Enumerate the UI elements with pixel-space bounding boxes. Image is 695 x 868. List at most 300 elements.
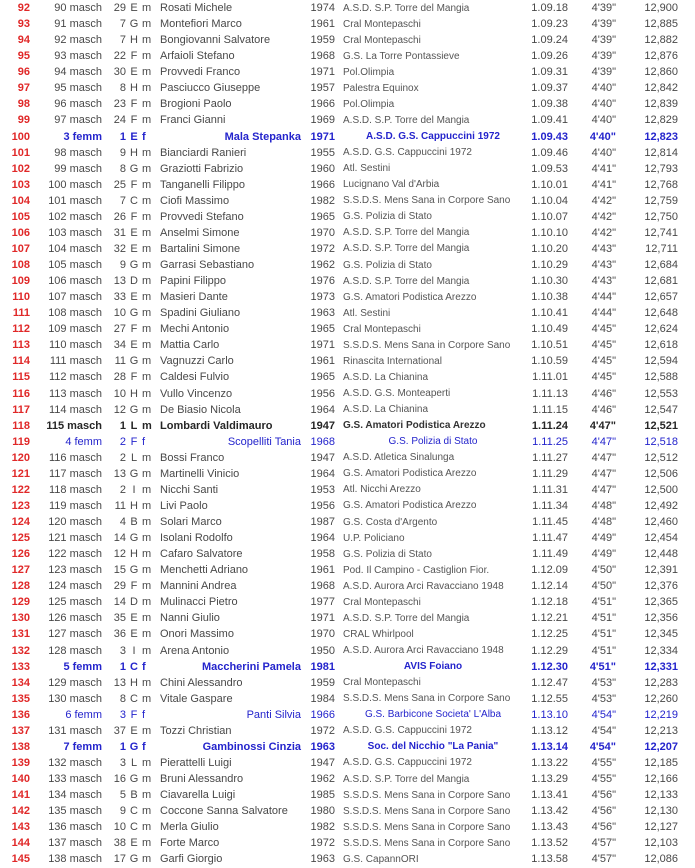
gender-position: 101 masch [48,194,102,207]
points: 12,376 [644,580,678,593]
pace: 4'51" [589,660,616,673]
team-name: Rinascita International [343,355,442,367]
category-letter: F [130,371,138,384]
category-letter: F [130,210,138,223]
overall-position: 95 [17,50,30,63]
pace: 4'45" [591,323,616,336]
runner-name: Mattia Carlo [160,339,220,352]
gender-position: 112 masch [49,371,102,384]
points: 12,356 [644,612,678,625]
runner-name: Tozzi Christian [160,724,232,737]
result-row [0,626,695,642]
category-letter: C [130,692,138,705]
category-cell [102,82,155,94]
result-row [0,32,695,48]
overall-position: 113 [12,339,30,352]
birth-year: 1961 [310,564,335,577]
team-name: A.S.D. S.P. Torre del Mangia [343,2,470,14]
pace: 4'40" [589,130,616,143]
pace: 4'47" [589,419,616,432]
team-name: S.S.D.S. Mens Sana in Corpore Sano [343,837,511,849]
pace: 4'45" [591,371,616,384]
category-cell [102,114,155,126]
category-letter: E [130,724,138,737]
category-cell [102,34,155,46]
category-rank: 26 [113,210,126,223]
finish-time: 1.09.43 [531,130,568,143]
category-cell [102,548,155,560]
gender-flag: m [142,34,152,47]
finish-time: 1.10.29 [531,259,568,272]
runner-name: Bartalini Simone [160,242,241,255]
birth-year: 1965 [310,371,335,384]
points: 12,518 [644,435,678,448]
category-rank: 1 [119,419,126,432]
pace: 4'49" [591,532,616,545]
overall-position: 98 [17,98,30,111]
category-letter: F [130,114,138,127]
category-letter: G [129,740,139,753]
category-rank: 7 [119,18,126,31]
category-letter: D [130,275,138,288]
runner-name: Tanganelli Filippo [160,178,245,191]
birth-year: 1960 [310,162,335,175]
finish-time: 1.12.21 [531,612,568,625]
result-row [0,289,695,305]
birth-year: 1982 [310,194,335,207]
points: 12,213 [644,724,678,737]
gender-flag: m [142,50,152,63]
overall-position: 96 [17,66,30,79]
points: 12,454 [644,532,678,545]
category-rank: 10 [113,307,126,320]
points: 12,512 [644,451,678,464]
points: 12,219 [644,708,678,721]
gender-position: 134 masch [48,789,102,802]
category-cell [102,516,155,528]
result-row [0,16,695,32]
gender-position: 100 masch [48,178,102,191]
overall-position: 126 [11,548,30,561]
pace: 4'56" [591,805,616,818]
birth-year: 1961 [310,18,335,31]
points: 12,882 [644,34,678,47]
gender-flag: m [142,467,152,480]
pace: 4'40" [591,98,616,111]
birth-year: 1966 [310,708,335,721]
runner-name: Maccherini Pamela [201,660,301,673]
gender-flag: m [142,805,152,818]
gender-flag: m [142,853,152,866]
pace: 4'54" [591,708,616,721]
result-row [0,675,695,691]
birth-year: 1963 [310,853,335,866]
finish-time: 1.11.27 [532,451,568,464]
result-row [0,610,695,626]
category-letter: H [130,387,138,400]
pace: 4'42" [591,226,616,239]
overall-position: 108 [11,259,30,272]
birth-year: 1963 [310,307,335,320]
birth-year: 1962 [310,259,335,272]
category-rank: 24 [113,114,126,127]
overall-position: 115 [12,371,30,384]
category-cell [102,227,155,239]
finish-time: 1.10.07 [531,210,568,223]
finish-time: 1.11.13 [532,387,568,400]
gender-position: 124 masch [48,580,102,593]
gender-flag: m [142,483,152,496]
category-cell [102,693,155,705]
pace: 4'55" [591,773,616,786]
team-name: G.S. Amatori Podistica Arezzo [343,291,477,303]
runner-name: Montefiori Marco [160,18,242,31]
gender-flag: m [142,564,152,577]
category-rank: 25 [113,178,126,191]
gender-position: 94 masch [54,66,102,79]
finish-time: 1.09.53 [531,162,568,175]
category-letter: G [129,18,139,31]
category-rank: 10 [113,387,126,400]
finish-time: 1.11.49 [532,548,568,561]
overall-position: 133 [11,660,30,673]
birth-year: 1980 [310,805,335,818]
gender-position: 132 masch [48,756,102,769]
pace: 4'41" [591,162,616,175]
team-name: Cral Montepaschi [343,34,421,46]
team-name: A.S.D. Atletica Sinalunga [343,452,455,464]
category-letter: G [129,853,139,866]
pace: 4'43" [591,259,616,272]
gender-position: 107 masch [48,291,102,304]
team-name: G.S. CapannORI [343,853,419,865]
points: 12,876 [644,50,678,63]
category-cell [102,371,155,383]
points: 12,900 [644,2,678,15]
pace: 4'45" [591,339,616,352]
overall-position: 128 [11,580,30,593]
finish-time: 1.13.41 [531,789,568,802]
result-row [0,369,695,385]
gender-flag: m [142,789,152,802]
result-row [0,530,695,546]
points: 12,500 [644,483,678,496]
gender-position: 137 masch [48,837,102,850]
category-cell [102,805,155,817]
pace: 4'47" [591,435,616,448]
overall-position: 111 [12,307,30,320]
category-cell [102,259,155,271]
team-name: Palestra Equinox [343,82,419,94]
gender-flag: m [142,323,152,336]
result-row [0,466,695,482]
team-name: S.S.D.S. Mens Sana in Corpore Sano [343,789,511,801]
category-letter: E [130,339,138,352]
category-letter: E [130,628,138,641]
category-letter: H [130,34,138,47]
runner-name: Pasciucco Giuseppe [160,82,261,95]
team-name: Pol.Olimpia [343,66,395,78]
result-row [0,386,695,402]
pace: 4'40" [591,114,616,127]
pace: 4'42" [591,210,616,223]
finish-time: 1.10.10 [531,226,568,239]
gender-flag: m [142,114,152,127]
category-letter: G [129,259,139,272]
category-cell [102,853,155,865]
gender-position: 91 masch [54,18,102,31]
runner-name: Provvedi Franco [160,66,241,79]
category-cell [102,179,155,191]
category-rank: 12 [113,403,126,416]
category-rank: 13 [113,467,126,480]
category-cell [102,821,155,833]
result-row [0,434,695,450]
category-rank: 23 [113,98,126,111]
finish-time: 1.09.37 [531,82,568,95]
gender-position: 95 masch [54,82,102,95]
birth-year: 1963 [310,740,335,753]
runner-name: Caldesi Fulvio [160,371,230,384]
overall-position: 114 [12,355,30,368]
category-rank: 32 [113,242,126,255]
team-name: Pol.Olimpia [343,98,395,110]
pace: 4'56" [591,821,616,834]
points: 12,086 [644,853,678,866]
category-letter: E [130,837,138,850]
pace: 4'49" [591,548,616,561]
category-letter: G [129,564,139,577]
gender-position: 105 masch [48,259,102,272]
category-letter: E [130,242,138,255]
category-letter: F [130,178,138,191]
overall-position: 120 [11,451,30,464]
category-rank: 1 [119,660,126,673]
overall-position: 109 [11,275,30,288]
gender-flag: m [142,756,152,769]
category-rank: 2 [119,451,126,464]
team-name: Atl. Nicchi Arezzo [343,484,421,496]
result-row [0,80,695,96]
pace: 4'50" [591,580,616,593]
birth-year: 1958 [310,548,335,561]
gender-flag: m [142,419,152,432]
finish-time: 1.11.34 [532,499,568,512]
category-cell [102,725,155,737]
gender-position: 7 femm [63,740,102,753]
category-letter: I [132,644,136,657]
category-rank: 11 [114,355,126,368]
category-cell [102,131,155,143]
overall-position: 103 [11,178,30,191]
finish-time: 1.13.10 [531,708,568,721]
runner-name: Lombardi Valdimauro [160,419,273,432]
finish-time: 1.11.29 [532,467,568,480]
gender-position: 6 femm [65,708,102,721]
gender-flag: f [142,740,146,753]
category-rank: 11 [114,499,126,512]
team-name: Lucignano Val d'Arbia [343,179,440,191]
runner-name: Ciofi Massimo [160,194,230,207]
overall-position: 125 [11,532,30,545]
category-letter: E [130,2,138,15]
runner-name: Bianciardi Ranieri [160,146,247,159]
category-rank: 22 [113,50,126,63]
finish-time: 1.13.58 [531,853,568,866]
birth-year: 1971 [310,339,335,352]
category-cell [102,2,155,14]
gender-position: 4 femm [65,435,102,448]
gender-flag: m [142,98,152,111]
gender-flag: m [142,387,152,400]
runner-name: Nicchi Santi [160,483,219,496]
category-cell [102,580,155,592]
finish-time: 1.13.22 [531,756,568,769]
result-row [0,755,695,771]
result-row [0,546,695,562]
birth-year: 1959 [310,34,335,47]
gender-flag: f [142,435,146,448]
birth-year: 1953 [310,483,335,496]
category-cell [102,420,155,432]
category-rank: 9 [119,805,126,818]
runner-name: Vullo Vincenzo [160,387,233,400]
gender-position: 136 masch [48,821,102,834]
category-letter: F [130,435,138,448]
category-cell [102,628,155,640]
pace: 4'47" [591,467,616,480]
points: 12,768 [644,178,678,191]
overall-position: 134 [11,676,30,689]
category-rank: 10 [113,821,126,834]
runner-name: Provvedi Stefano [160,210,244,223]
runner-name: Gambinossi Cinzia [202,740,301,753]
category-letter: C [130,194,138,207]
category-letter: D [130,596,138,609]
finish-time: 1.11.01 [532,371,568,384]
category-rank: 8 [119,692,126,705]
result-row [0,659,695,675]
pace: 4'39" [591,18,616,31]
runner-name: Spadini Giuliano [160,307,241,320]
gender-position: 93 masch [54,50,102,63]
finish-time: 1.12.09 [531,564,568,577]
birth-year: 1971 [310,66,335,79]
finish-time: 1.10.30 [531,275,568,288]
runner-name: Garrasi Sebastiano [160,259,255,272]
pace: 4'51" [591,628,616,641]
category-rank: 9 [119,259,126,272]
gender-position: 123 masch [48,564,102,577]
category-cell [102,532,155,544]
runner-name: Cafaro Salvatore [160,548,243,561]
overall-position: 143 [11,821,30,834]
overall-position: 116 [12,387,30,400]
gender-position: 92 masch [54,34,102,47]
finish-time: 1.11.24 [531,419,568,432]
result-row [0,353,695,369]
finish-time: 1.13.29 [531,773,568,786]
gender-position: 108 masch [48,307,102,320]
pace: 4'50" [591,564,616,577]
team-name: G.S. La Torre Pontassieve [343,50,460,62]
overall-position: 136 [11,708,30,721]
team-name: Pod. Il Campino - Castiglion Fior. [343,564,490,576]
points: 12,741 [644,226,678,239]
gender-position: 106 masch [48,275,102,288]
pace: 4'45" [591,355,616,368]
gender-flag: m [142,532,152,545]
overall-position: 142 [11,805,30,818]
gender-flag: m [142,612,152,625]
pace: 4'44" [591,291,616,304]
points: 12,345 [644,628,678,641]
points: 12,460 [644,516,678,529]
overall-position: 144 [11,837,30,850]
gender-position: 90 masch [54,2,102,15]
team-name: Cral Montepaschi [343,323,421,335]
pace: 4'39" [591,50,616,63]
category-letter: G [129,355,139,368]
gender-position: 110 masch [49,339,102,352]
birth-year: 1968 [310,50,335,63]
category-rank: 1 [119,130,126,143]
pace: 4'53" [591,676,616,689]
pace: 4'40" [591,82,616,95]
gender-position: 122 masch [48,548,102,561]
pace: 4'51" [591,612,616,625]
birth-year: 1971 [310,612,335,625]
gender-flag: m [142,628,152,641]
finish-time: 1.13.14 [531,740,568,753]
gender-flag: f [142,660,146,673]
overall-position: 118 [12,419,30,432]
pace: 4'48" [591,516,616,529]
team-name: G.S. Polizia di Stato [343,211,432,223]
gender-flag: m [142,307,152,320]
result-row [0,851,695,867]
pace: 4'39" [591,34,616,47]
finish-time: 1.11.31 [532,483,568,496]
runner-name: Anselmi Simone [160,226,240,239]
category-cell [102,612,155,624]
birth-year: 1965 [310,210,335,223]
team-name: A.S.D. S.P. Torre del Mangia [343,612,470,624]
overall-position: 132 [11,644,30,657]
gender-flag: m [142,724,152,737]
gender-position: 131 masch [48,724,102,737]
pace: 4'48" [591,499,616,512]
birth-year: 1957 [310,82,335,95]
gender-flag: m [142,66,152,79]
pace: 4'47" [591,451,616,464]
points: 12,553 [644,387,678,400]
finish-time: 1.13.52 [531,837,568,850]
category-letter: E [130,130,138,143]
pace: 4'57" [591,853,616,866]
category-letter: H [130,499,138,512]
gender-flag: m [142,516,152,529]
category-rank: 36 [113,628,126,641]
result-row [0,418,695,434]
points: 12,283 [644,676,678,689]
birth-year: 1966 [310,98,335,111]
gender-position: 113 masch [49,387,102,400]
points: 12,829 [644,114,678,127]
runner-name: Rosati Michele [160,2,233,15]
result-row [0,514,695,530]
category-cell [102,500,155,512]
